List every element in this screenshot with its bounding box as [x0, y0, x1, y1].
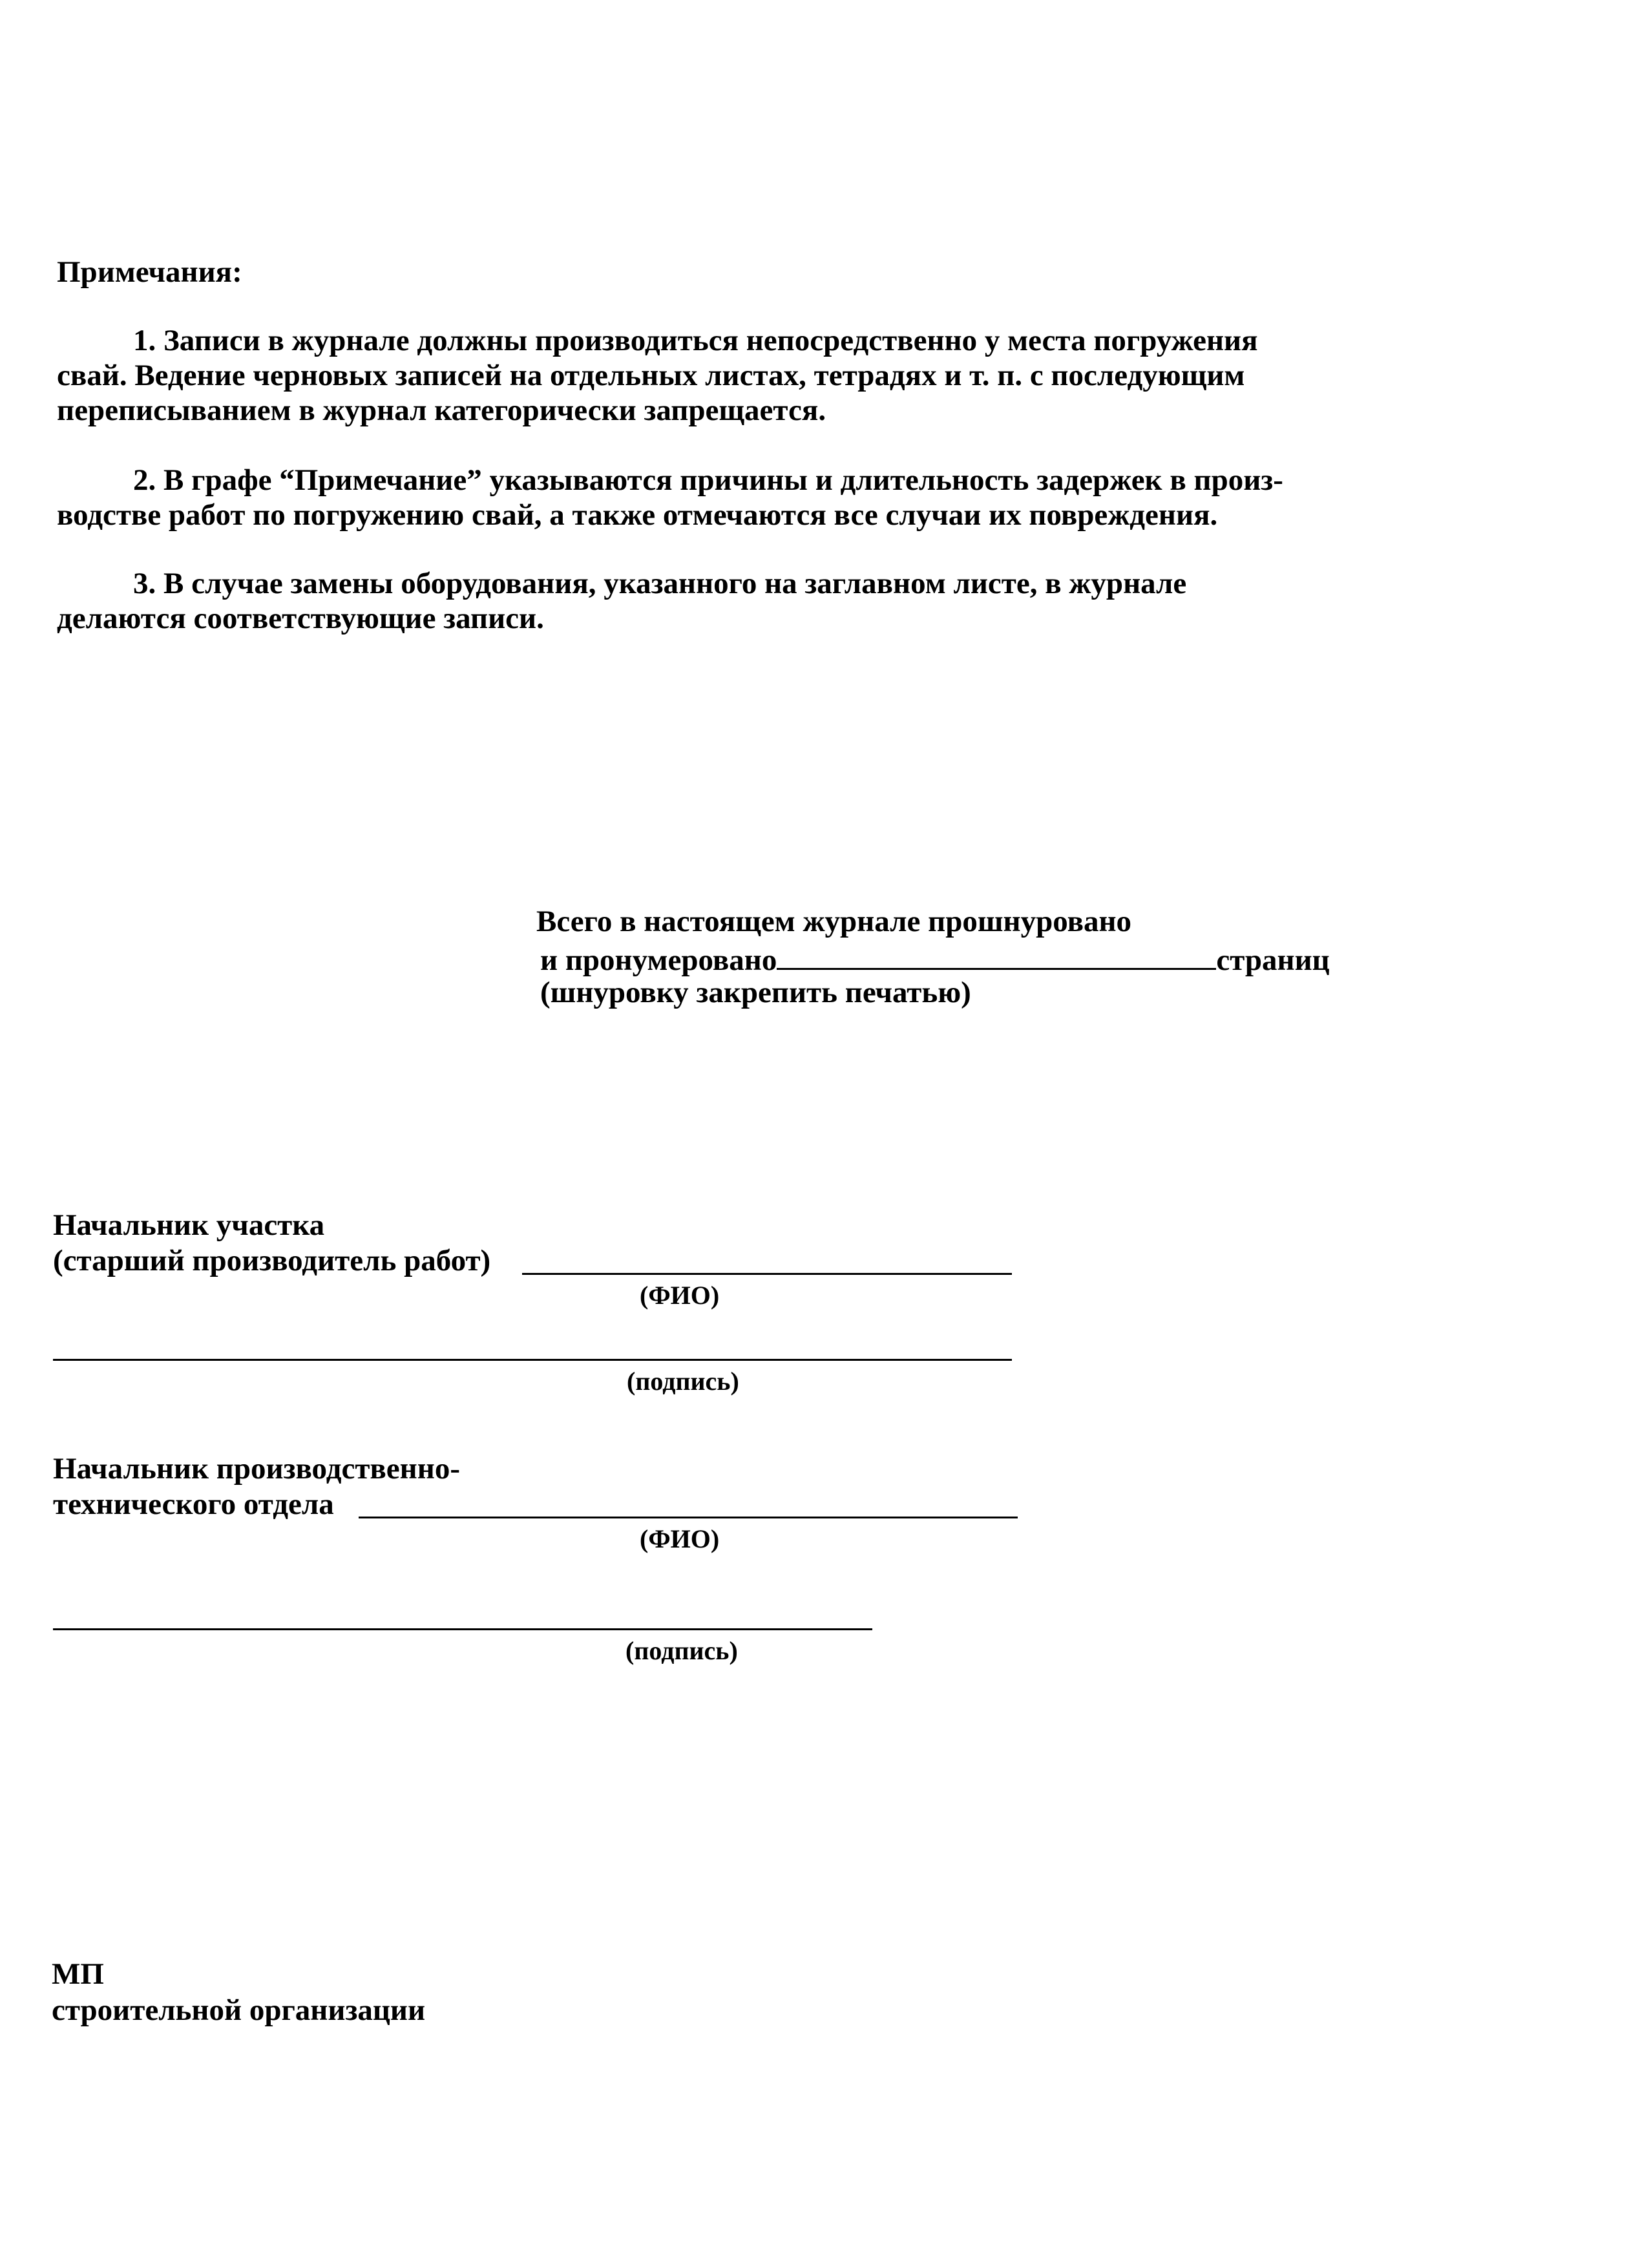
signer-1-signature-line[interactable] — [53, 1359, 1012, 1361]
signer-2-fio-caption: (ФИО) — [640, 1524, 720, 1553]
note-3-line-2: делаются соответствующие записи. — [57, 602, 544, 635]
signer-1-title-line-1: Начальник участка — [53, 1208, 325, 1242]
signer-2-signature-line[interactable] — [53, 1628, 872, 1630]
signer-1-title-line-2 — [53, 1246, 490, 1276]
binding-line-3: (шнуровку закрепить печатью) — [540, 976, 971, 1009]
stamp-label: МП — [52, 1957, 104, 1991]
note-1-line-3: переписыванием в журнал категорически запрещается. — [57, 394, 826, 427]
notes-heading: Примечания: — [57, 255, 242, 289]
binding-suffix: страниц — [1216, 943, 1330, 977]
signer-2-title-line-1: Начальник производственно- — [53, 1452, 460, 1486]
note-1-line-2: свай. Ведение черновых записей на отдельных листах, тетрадях и т. п. с последующим — [57, 359, 1245, 392]
signer-2-fio-line[interactable] — [359, 1517, 1018, 1518]
note-2 — [57, 463, 1401, 532]
note-1 — [57, 323, 1401, 428]
binding-line-2 — [540, 942, 1330, 976]
note-2-line-1: 2. В графе “Примечание” указываются причины и длительность задержек в произ- — [133, 463, 1283, 497]
binding-line-1: Всего в настоящем журнале прошнуровано — [536, 905, 1132, 938]
note-3-line-1: 3. В случае замены оборудования, указанного на заглавном листе, в журнале — [133, 567, 1187, 600]
signer-2-signature-caption: (подпись) — [625, 1636, 738, 1665]
signer-1-signature-caption: (подпись) — [627, 1367, 739, 1396]
note-1-line-1: 1. Записи в журнале должны производиться непосредственно у места погружения — [133, 324, 1258, 357]
note-2-line-2: водстве работ по погружению свай, а также отмечаются все случаи их повреждения. — [57, 498, 1218, 532]
signer-1-fio-caption: (ФИО) — [640, 1281, 720, 1310]
binding-prefix: и пронумеровано — [540, 943, 777, 977]
note-3 — [57, 566, 1401, 636]
signer-1-title-text: (старший производитель работ) — [53, 1244, 491, 1277]
stamp-organization: строительной организации — [52, 1993, 426, 2027]
signer-1-fio-line[interactable] — [522, 1273, 1012, 1275]
signer-2-title-line-2: технического отдела — [53, 1487, 334, 1521]
page-count-field[interactable] — [777, 942, 1216, 970]
